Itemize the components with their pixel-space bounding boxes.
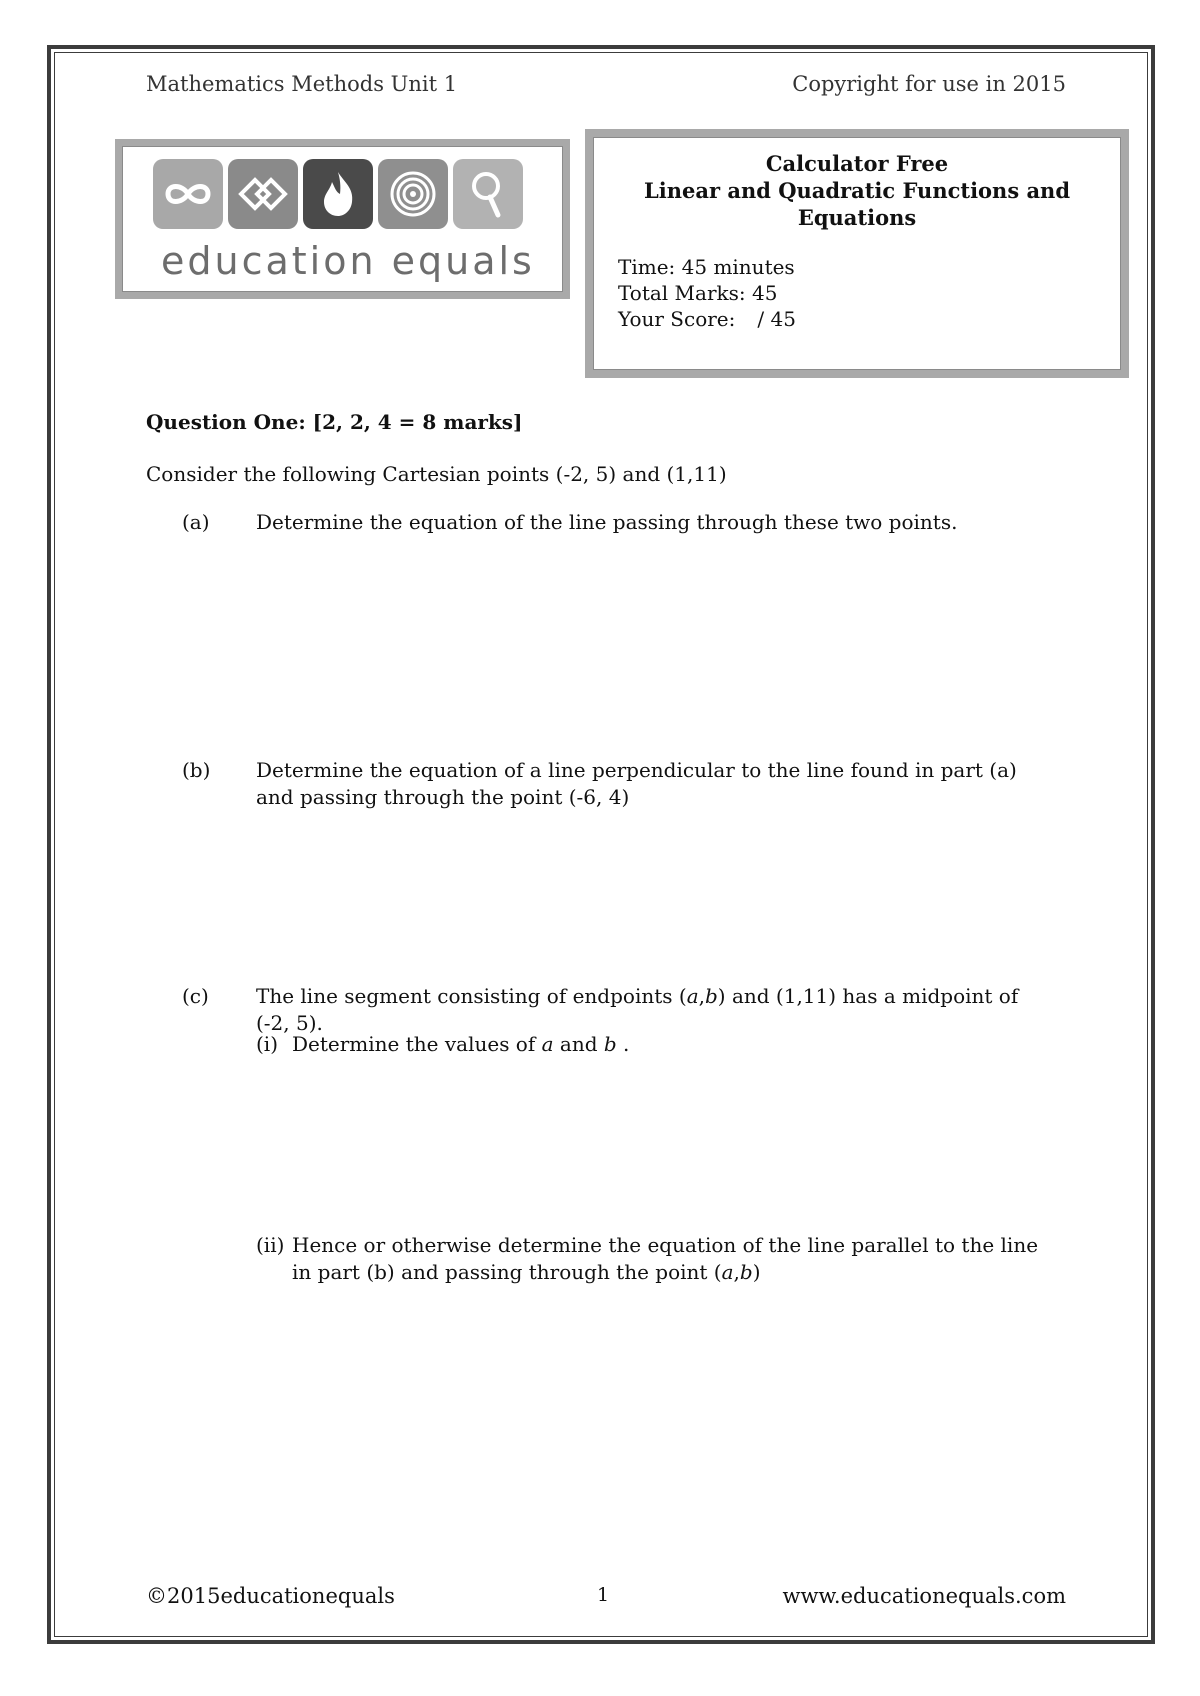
var-a: a <box>541 1032 554 1056</box>
test-info-frame <box>593 137 1121 370</box>
test-info-box <box>585 129 1129 378</box>
part-a <box>182 509 1056 536</box>
part-b <box>182 757 1056 811</box>
part-a-text: Determine the equation of the line passing through these two points. <box>256 510 958 534</box>
footer-website: www.educationequals.com <box>782 1584 1066 1608</box>
part-c-i-text <box>292 1031 1062 1058</box>
var-a: a <box>721 1260 734 1284</box>
part-c-text <box>256 983 1056 1037</box>
part-c-text-post: ) and (1,11) has a midpoint of (-2, 5). <box>256 984 1019 1035</box>
header-copyright: Copyright for use in 2015 <box>792 72 1066 96</box>
target-icon <box>378 159 448 229</box>
test-title-line3: Equations <box>797 205 917 230</box>
logo-frame <box>122 146 563 292</box>
flame-icon <box>303 159 373 229</box>
part-c-label: (c) <box>182 984 209 1008</box>
part-c-ii-text-post: ) <box>752 1260 761 1284</box>
test-title <box>594 150 1120 231</box>
part-c-i-label: (i) <box>256 1032 279 1056</box>
var-b: b <box>704 984 718 1008</box>
question-intro: Consider the following Cartesian points (-2, 5) and (1,11) <box>146 462 727 486</box>
comma: , <box>698 984 705 1008</box>
part-c <box>182 983 1056 1037</box>
part-a-label: (a) <box>182 510 210 534</box>
question-heading: Question One: [2, 2, 4 = 8 marks] <box>146 410 523 434</box>
part-c-ii-label: (ii) <box>256 1233 285 1257</box>
test-meta <box>618 254 796 332</box>
infinity-icon <box>153 159 223 229</box>
time-allowed: Time: 45 minutes <box>618 255 795 279</box>
var-a: a <box>686 984 699 1008</box>
var-b: b <box>739 1260 753 1284</box>
part-c-i-text-post: . <box>616 1032 630 1056</box>
part-c-i <box>256 1031 1062 1058</box>
score-label: Your Score: <box>618 307 736 331</box>
test-title-line2: Linear and Quadratic Functions and <box>643 178 1071 203</box>
var-b: b <box>603 1032 617 1056</box>
part-c-i-text-pre: Determine the values of <box>292 1032 542 1056</box>
part-c-ii-text-pre: Hence or otherwise determine the equation of the line parallel to the line in part (b) and passing through the point ( <box>292 1233 1039 1284</box>
score-row <box>618 306 796 332</box>
comma: , <box>733 1260 740 1284</box>
part-c-ii <box>256 1232 1062 1286</box>
header-course-title: Mathematics Methods Unit 1 <box>146 72 458 96</box>
part-c-ii-text <box>292 1232 1062 1286</box>
test-title-line1: Calculator Free <box>765 151 949 176</box>
diamonds-icon <box>228 159 298 229</box>
part-b-label: (b) <box>182 758 211 782</box>
magnifier-icon <box>453 159 523 229</box>
logo-wordmark: education equals <box>161 239 535 283</box>
score-value: / 45 <box>757 307 796 331</box>
logo-box <box>115 139 570 299</box>
page-number: 1 <box>597 1584 610 1606</box>
part-c-text-pre: The line segment consisting of endpoints ( <box>256 984 687 1008</box>
part-b-text: Determine the equation of a line perpendicular to the line found in part (a) and passing through the point (-6, 4) <box>256 758 1017 809</box>
footer-copyright: ©2015educationequals <box>146 1584 395 1608</box>
total-marks: Total Marks: 45 <box>618 281 778 305</box>
logo-tiles <box>153 159 523 229</box>
and-word: and <box>553 1032 604 1056</box>
